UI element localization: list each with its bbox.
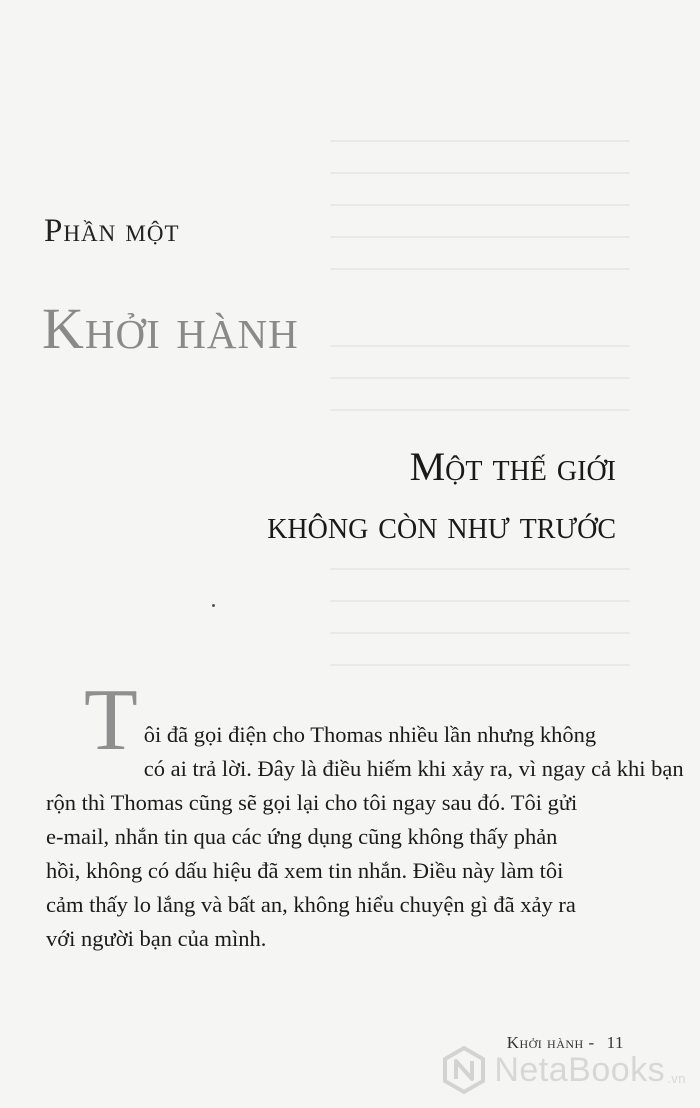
chapter-title	[267, 438, 616, 554]
body-line: cảm thấy lo lắng và bất an, không hiểu chuyện gì đã xảy ra	[46, 892, 576, 917]
bleed-through-line	[330, 172, 630, 174]
bleed-through-line	[330, 204, 630, 206]
bleed-through-line	[330, 568, 630, 570]
running-head: Khởi hành -	[506, 1033, 595, 1052]
hexagon-n-logo-icon	[442, 1046, 486, 1094]
bleed-through-line	[330, 632, 630, 634]
ink-speck	[212, 604, 215, 607]
body-line: e-mail, nhắn tin qua các ứng dụng cũng không thấy phản	[46, 824, 558, 849]
drop-cap: T	[84, 672, 138, 769]
page-number: 11	[606, 1033, 624, 1052]
bleed-through-line	[330, 236, 630, 238]
bleed-through-line	[330, 140, 630, 142]
bleed-through-line	[330, 664, 630, 666]
watermark-tld: .vn	[667, 1071, 686, 1086]
body-line: có ai trả lời. Đây là điều hiếm khi xảy ra, vì ngay cả khi bạn	[143, 756, 684, 781]
watermark-brand: NetaBooks	[494, 1050, 666, 1089]
part-title: Khởi hành	[42, 296, 299, 361]
body-line: với người bạn của mình.	[46, 926, 267, 951]
bleed-through-line	[330, 345, 630, 347]
chapter-title-line-2: không còn như trước	[267, 502, 616, 547]
bleed-through-line	[330, 600, 630, 602]
bleed-through-line	[330, 268, 630, 270]
bleed-through-line	[330, 377, 630, 379]
bleed-through-line	[330, 409, 630, 411]
body-line: rộn thì Thomas cũng sẽ gọi lại cho tôi ngay sau đó. Tôi gửi	[46, 790, 578, 815]
body-line: ôi đã gọi điện cho Thomas nhiều lần nhưng không	[143, 722, 597, 747]
body-line: hồi, không có dấu hiệu đã xem tin nhắn. Điều này làm tôi	[46, 858, 564, 883]
chapter-title-line-1: Một thế giới	[409, 444, 616, 489]
body-paragraph	[46, 672, 684, 956]
watermark	[442, 1046, 686, 1094]
part-label: Phần một	[44, 213, 180, 249]
